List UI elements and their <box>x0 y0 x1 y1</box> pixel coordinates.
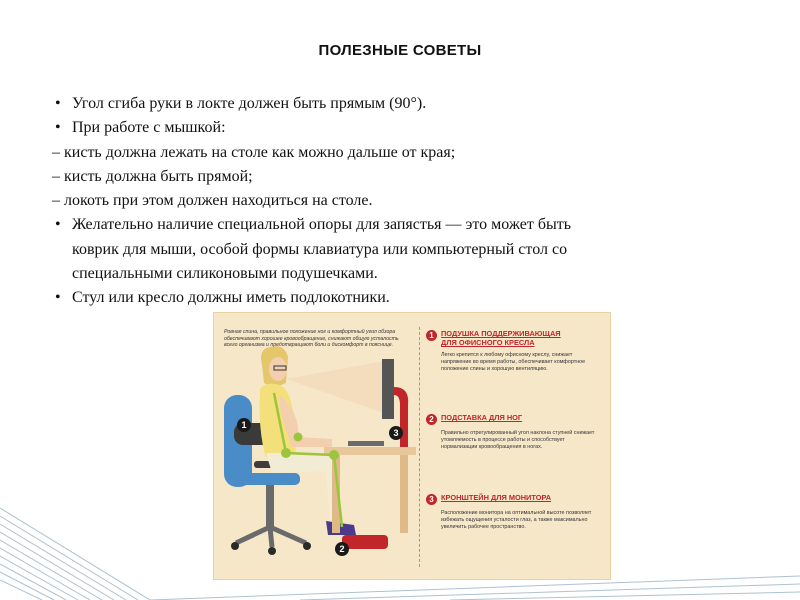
svg-text:1: 1 <box>241 420 247 430</box>
hip-joint-marker <box>281 448 291 458</box>
panel-text: Правильно отрегулированный угол наклона ступней снижает утомляемость в процессе работы и способствует нормализации кровообращения в ногах. <box>441 430 595 450</box>
panel-text: Легко крепится к любому офисному креслу, снижает напряжение во время работы, обеспечивает комфортное положение спины и хорошую вентиляцию. <box>441 352 586 372</box>
panel-foot-rest <box>426 413 602 451</box>
svg-text:2: 2 <box>339 544 345 554</box>
panel-title: ПОДСТАВКА ДЛЯ НОГ <box>441 413 523 422</box>
bullet: • <box>55 95 61 112</box>
tip-text: Угол сгиба руки в локте должен быть прямым (90°). <box>72 95 427 112</box>
panel-number: 3 <box>426 494 437 505</box>
panel-text: Расположение монитора на оптимальной высоте позволяет избежать ощущения усталости глаз, а также максимально увеличить рабочее пространство. <box>441 510 592 530</box>
tip-mouse-work <box>52 116 742 140</box>
panel-number: 2 <box>426 414 437 425</box>
subtip-elbow-on-table: – локоть при этом должен находиться на столе. <box>52 192 373 210</box>
panel-lumbar-cushion <box>426 329 602 373</box>
marker-1 <box>237 418 251 432</box>
tip-armrests <box>52 286 742 310</box>
svg-text:3: 3 <box>393 428 399 438</box>
tips-list <box>52 92 742 311</box>
slide-decoration <box>0 480 800 600</box>
subtip-wrist-far: – кисть должна лежать на столе как можно дальше от края; <box>52 143 456 161</box>
panel-number: 1 <box>426 330 437 341</box>
tip-text-line: специальными силиконовыми подушечками. <box>72 265 378 283</box>
marker-3 <box>389 426 403 440</box>
tip-text-line: коврик для мыши, особой формы клавиатура или компьютерный стол со <box>72 240 568 258</box>
keyboard-icon <box>348 441 384 446</box>
bullet: • <box>55 216 61 234</box>
tip-text: При работе с мышкой: <box>72 119 226 137</box>
infographic-caption: Ровная спина, правильное положение ног и комфортный угол обзора обеспечивают хорошее кровообращение, снижают общую усталость всего организма и предотвращают боли и дискомфорт в пояснице. <box>224 329 399 349</box>
elbow-joint-marker <box>294 433 303 442</box>
page-title: ПОЛЕЗНЫЕ СОВЕТЫ <box>318 42 482 59</box>
bullet: • <box>55 119 61 137</box>
panel-title: ДЛЯ ОФИСНОГО КРЕСЛА <box>441 338 535 347</box>
tip-text-line: Желательно наличие специальной опоры для запястья — это может быть <box>72 216 572 234</box>
tip-text: Стул или кресло должны иметь подлокотники. <box>72 289 390 307</box>
tip-elbow-angle <box>52 92 742 116</box>
tip-wrist-support <box>52 213 742 286</box>
knee-joint-marker <box>329 450 339 460</box>
view-angle-cone <box>286 361 384 413</box>
bullet: • <box>55 289 61 307</box>
subtip-wrist-straight: – кисть должна быть прямой; <box>52 167 253 185</box>
panel-title: ПОДУШКА ПОДДЕРЖИВАЮЩАЯ <box>441 329 561 338</box>
panel-title: КРОНШТЕЙН ДЛЯ МОНИТОРА <box>441 493 552 502</box>
